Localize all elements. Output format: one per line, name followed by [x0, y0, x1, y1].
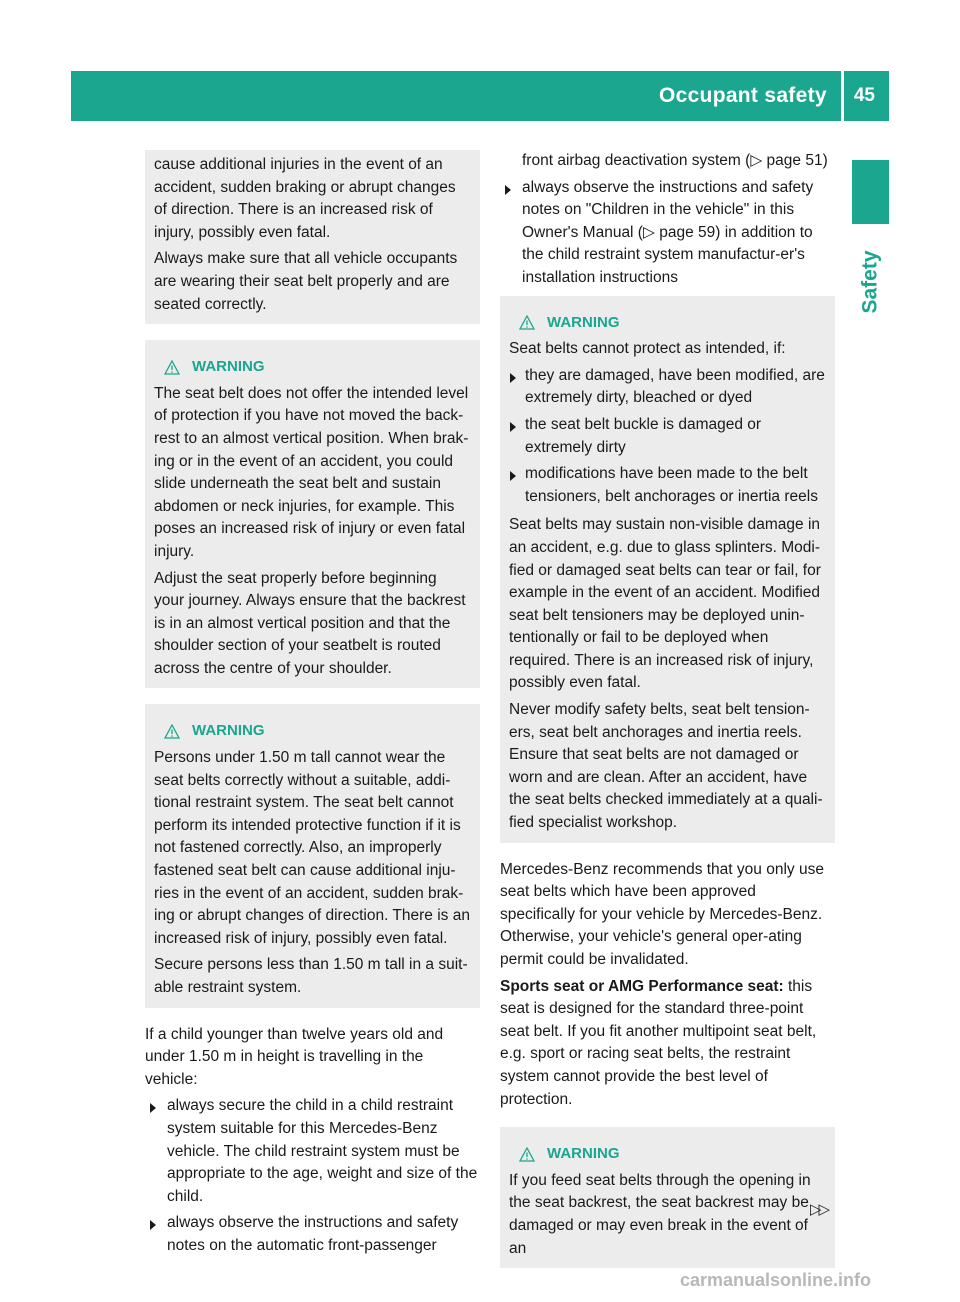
list-item: always observe the instructions and safety notes on the automatic front-passenger	[145, 1212, 480, 1257]
bold-label: Sports seat or AMG Performance seat:	[500, 977, 784, 995]
list-item-continuation	[500, 150, 835, 173]
chapter-tab-marker	[852, 160, 889, 224]
left-column	[145, 150, 480, 1264]
chapter-tab	[852, 232, 889, 332]
warning-heading-text: WARNING	[547, 313, 620, 331]
text: always observe the instructions and safety notes on "Children in the vehicle" in this Owner's Manual (	[522, 178, 814, 241]
header-bar	[71, 71, 889, 121]
paragraph: cause additional injuries in the event of an accident, sudden braking or abrupt changes of direction. There is an increased risk of injury, possibly even fatal.	[154, 156, 456, 241]
warning-heading-text: WARNING	[547, 1145, 620, 1163]
warning-heading-text: WARNING	[192, 358, 265, 376]
warning-heading	[519, 1143, 826, 1166]
chapter-tab-label: Safety	[858, 250, 882, 314]
watermark: carmanualsonline.info	[680, 1270, 872, 1290]
warning-heading-text: WARNING	[192, 722, 265, 740]
text: this seat is designed for the standard three-point seat belt. If you fit another multipoint seat belt, e.g. sport or racing seat belts, the restraint system cannot provide the best level of protection.	[500, 977, 817, 1108]
section-title: Occupant safety	[658, 84, 827, 107]
bullet-list	[500, 177, 835, 290]
paragraph: If you feed seat belts through the opening in the seat backrest, the seat backrest may be damaged or may even break in the event of an	[509, 1171, 811, 1257]
page-reference-link[interactable]: page 51)	[766, 152, 828, 169]
list-item: modifications have been made to the belt tensioners, belt anchorages or inertia reels	[509, 463, 826, 508]
warning-triangle-icon	[519, 1147, 535, 1162]
paragraph: Mercedes-Benz recommends that you only use seat belts which have been approved specifically for your vehicle by Mercedes-Benz. Otherwise, your vehicle's general oper-ating permit could be invalidated.	[500, 860, 824, 968]
paragraph: Persons under 1.50 m tall cannot wear the seat belts correctly without a suitable, addi-tional restraint system. The seat belt cannot perform its intended protective function if it is not fastened correctly. Also, an improperly fastened seat belt can cause additional inju-ries in the event of an accident, sudden brak-ing or abrupt changes of direction. There is an increased risk of injury, possibly even fatal.	[154, 749, 470, 947]
list-item: the seat belt buckle is damaged or extremely dirty	[509, 414, 826, 459]
paragraph: Seat belts cannot protect as intended, if:	[509, 340, 786, 358]
warning-heading	[519, 312, 826, 335]
warning-triangle-icon	[164, 724, 180, 739]
paragraph: Seat belts may sustain non-visible damage in an accident, e.g. due to glass splinters. Modi-fied or damaged seat belts can tear or fail, for example in the event of an accident. Modified seat belt tensioners may be deployed unin-tentionally or fail to be deployed when required. There is an increased risk of injury, possibly even fatal.	[509, 516, 821, 692]
page-reference-link[interactable]: page 59) in addition to the child restraint system manufactur-er's installation instructions	[522, 223, 813, 286]
paragraph: Never modify safety belts, seat belt tension-ers, seat belt anchorages and inertia reels. Ensure that seat belts are not damaged or worn and are clean. After an accident, have the seat belts checked immediately at a quali-fied specialist workshop.	[509, 701, 823, 832]
warning-continuation-box	[145, 150, 480, 324]
page-number: 45	[853, 85, 875, 106]
warning-box	[145, 704, 480, 1007]
paragraph: If a child younger than twelve years old and under 1.50 m in height is travelling in the vehicle:	[145, 1025, 444, 1088]
paragraph	[500, 976, 835, 1112]
list-item: always secure the child in a child restraint system suitable for this Mercedes-Benz vehicle. The child restraint system must be appropriate to the age, weight and size of the child.	[145, 1095, 480, 1208]
bullet-list	[509, 365, 826, 509]
warning-triangle-icon	[519, 315, 535, 330]
page-reference-icon: ▷	[750, 152, 763, 169]
bullet-list	[145, 1095, 480, 1257]
warning-box	[145, 340, 480, 688]
warning-triangle-icon	[164, 360, 180, 375]
header-separator	[841, 71, 844, 121]
page-reference-icon: ▷	[642, 223, 655, 241]
right-column	[500, 150, 835, 1284]
paragraph: Always make sure that all vehicle occupants are wearing their seat belt properly and are seated correctly.	[154, 250, 458, 313]
paragraph: Adjust the seat properly before beginning your journey. Always ensure that the backrest is in an almost vertical position and that the shoulder section of your seatbelt is routed across the centre of your shoulder.	[154, 569, 466, 677]
paragraph: Secure persons less than 1.50 m tall in a suit-able restraint system.	[154, 956, 468, 996]
warning-heading	[164, 720, 471, 743]
text: front airbag deactivation system (	[522, 152, 751, 169]
continue-marker-icon: ▷▷	[810, 1201, 828, 1218]
warning-box	[500, 296, 835, 843]
warning-heading	[164, 356, 471, 379]
list-item: they are damaged, have been modified, are extremely dirty, bleached or dyed	[509, 365, 826, 410]
paragraph: The seat belt does not offer the intended level of protection if you have not moved the back-rest to an almost vertical position. When brak-ing or in the event of an accident, you could slide underneath the seat belt and sustain abdomen or neck injuries, for example. This poses an increased risk of injury or even fatal injury.	[154, 384, 469, 560]
list-item	[500, 177, 835, 290]
warning-box	[500, 1127, 835, 1268]
